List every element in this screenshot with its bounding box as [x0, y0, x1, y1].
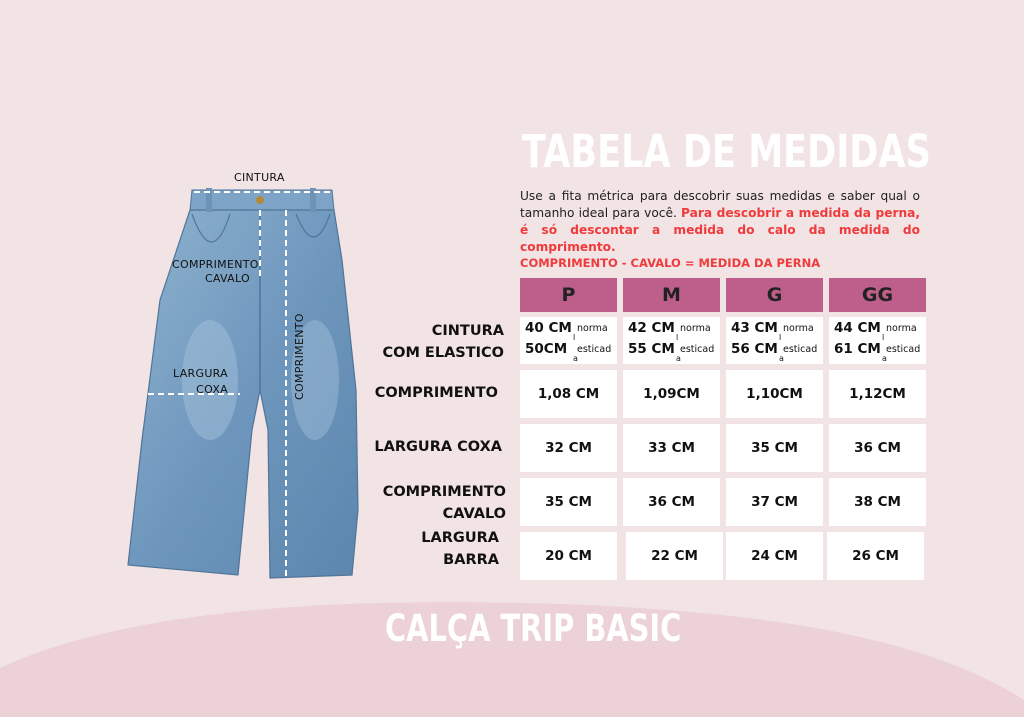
jeans-illustration [120, 180, 370, 580]
waist-normal-note: norma [680, 323, 711, 334]
waist-normal-value: 42 CM [628, 320, 675, 336]
intro-text [520, 188, 920, 256]
row-label-rise-line1: COMPRIMENTO [382, 484, 506, 500]
jeans-label-rise-line2: CAVALO [204, 272, 250, 285]
waist-stretched-note-end: a [779, 354, 784, 363]
row-label-rise [383, 481, 506, 525]
rise-cell-g: 37 CM [726, 478, 823, 526]
jeans-label-rise [172, 258, 259, 286]
hem-cell-p: 20 CM [520, 532, 617, 580]
waist-stretched-note: esticad [886, 344, 921, 355]
waist-cell-p [520, 317, 617, 364]
jeans-label-length: COMPRIMENTO [293, 313, 306, 400]
row-label-thigh: LARGURA COXA [374, 439, 502, 455]
thigh-cell-g: 35 CM [726, 424, 823, 472]
waist-normal-note-end: l [676, 333, 679, 342]
size-header-gg: GG [829, 278, 926, 312]
waist-stretched-value: 56 CM [731, 341, 778, 357]
waist-normal-note-end: l [779, 333, 782, 342]
waist-cell-gg [829, 317, 926, 364]
waist-normal-line [731, 320, 823, 341]
size-header-p: P [520, 278, 617, 312]
rise-cell-p: 35 CM [520, 478, 617, 526]
waist-normal-note: norma [577, 323, 608, 334]
thigh-cell-gg: 36 CM [829, 424, 926, 472]
waist-stretched-note-end: a [882, 354, 887, 363]
waist-cell-m [623, 317, 720, 364]
intro-plain: Use a fita métrica para descobrir suas medidas e saber qual o tamanho ideal para você. [520, 189, 920, 220]
hem-cell-m: 22 CM [626, 532, 723, 580]
waist-stretched-line [525, 341, 617, 362]
waist-stretched-note: esticad [577, 344, 612, 355]
waist-stretched-line [628, 341, 720, 362]
jeans-label-rise-line1: COMPRIMENTO [172, 258, 259, 271]
row-label-hem-line1: LARGURA [421, 530, 499, 546]
rise-cell-gg: 38 CM [829, 478, 926, 526]
row-label-rise-line2: CAVALO [442, 506, 506, 522]
page-title: TABELA DE MEDIDAS [522, 125, 931, 178]
waist-normal-value: 43 CM [731, 320, 778, 336]
waist-stretched-note-end: a [676, 354, 681, 363]
row-label-hem [421, 527, 499, 571]
jeans-label-thigh-line1: LARGURA [173, 367, 228, 380]
jeans-label-thigh [164, 366, 228, 398]
waist-stretched-line [834, 341, 926, 362]
waist-stretched-value: 55 CM [628, 341, 675, 357]
row-label-length: COMPRIMENTO [374, 385, 498, 401]
leg-formula: COMPRIMENTO - CAVALO = MEDIDA DA PERNA [520, 256, 821, 270]
waist-stretched-line [731, 341, 823, 362]
hem-cell-g: 24 CM [726, 532, 823, 580]
rise-cell-m: 36 CM [623, 478, 720, 526]
waist-stretched-value: 50CM [525, 341, 568, 357]
thigh-cell-p: 32 CM [520, 424, 617, 472]
intro-highlight: Para descobrir a medida da perna, é só descontar a medida do calo da medida do comprimento. [520, 206, 921, 254]
row-label-waist-line2: COM ELASTICO [382, 345, 504, 361]
waist-normal-value: 40 CM [525, 320, 572, 336]
jeans-label-thigh-line2: COXA [196, 383, 228, 396]
thigh-cell-m: 33 CM [623, 424, 720, 472]
waist-normal-note-end: l [573, 333, 576, 342]
waist-normal-line [628, 320, 720, 341]
length-cell-g: 1,10CM [726, 370, 823, 418]
jeans-label-waist: CINTURA [234, 171, 285, 184]
length-cell-m: 1,09CM [623, 370, 720, 418]
waist-cell-g [726, 317, 823, 364]
size-header-g: G [726, 278, 823, 312]
waist-normal-note-end: l [882, 333, 885, 342]
waist-normal-line [525, 320, 617, 341]
size-header-m: M [623, 278, 720, 312]
waist-stretched-note: esticad [680, 344, 715, 355]
row-label-hem-line2: BARRA [443, 552, 499, 568]
product-name: CALÇA TRIP BASIC [385, 607, 682, 650]
waist-stretched-note: esticad [783, 344, 818, 355]
hem-cell-gg: 26 CM [827, 532, 924, 580]
waist-normal-note: norma [886, 323, 917, 334]
waist-normal-note: norma [783, 323, 814, 334]
length-cell-gg: 1,12CM [829, 370, 926, 418]
waist-stretched-note-end: a [573, 354, 578, 363]
waist-normal-value: 44 CM [834, 320, 881, 336]
row-label-waist [382, 320, 504, 364]
row-label-waist-line1: CINTURA [431, 323, 504, 339]
waist-normal-line [834, 320, 926, 341]
waist-stretched-value: 61 CM [834, 341, 881, 357]
length-cell-p: 1,08 CM [520, 370, 617, 418]
